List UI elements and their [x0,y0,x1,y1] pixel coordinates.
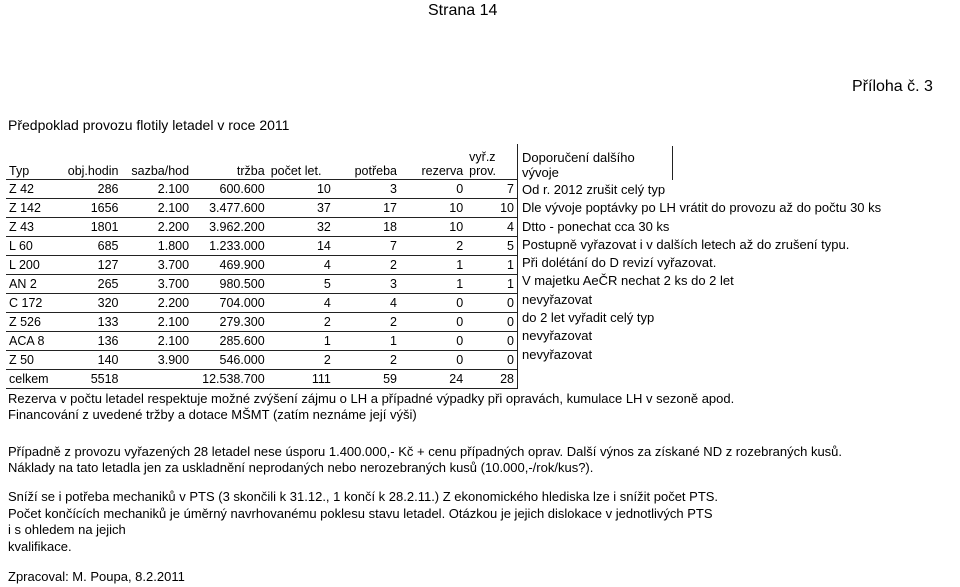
table-cell: Z 50 [6,351,59,370]
table-cell: 3.900 [122,351,193,370]
table-cell: 133 [59,313,122,332]
table-cell: 546.000 [192,351,268,370]
table-cell: 10 [400,199,466,218]
table-row [6,332,518,351]
table-cell: 1 [268,332,334,351]
recommendations-header: Doporučení dalšího vývoje [522,150,635,180]
page-title: Předpoklad provozu flotily letadel v roce 2011 [8,117,290,133]
paragraph-2-line-2: Náklady na tato letadla jen za uskladnění neprodaných nebo nerozebraných kusů (10.000,-/rok/kus?). [8,460,594,475]
table-cell: 2 [334,313,400,332]
table-cell: 3 [334,275,400,294]
header-rezerva: rezerva [400,144,466,180]
table-cell: 286 [59,180,122,199]
table-cell: 32 [268,218,334,237]
table-cell: 0 [400,294,466,313]
table-cell: 111 [268,370,334,389]
table-cell: 2 [268,313,334,332]
table-row [6,218,518,237]
paragraph-3-line-1: Sníží se i potřeba mechaniků v PTS (3 skončili k 31.12., 1 končí k 28.2.11.) Z ekonomického hlediska lze i snížit počet PTS. [8,489,719,504]
table-cell: 2 [268,351,334,370]
table-cell: 136 [59,332,122,351]
paragraph-3-line-3: i s ohledem na jejich [8,522,126,537]
header-obj-hodin: obj.hodin [59,144,122,180]
table-cell: 0 [466,313,517,332]
paragraph-3-line-2: Počet končících mechaniků je úměrný navrhovanému poklesu stavu letadel. Otázkou je jejich dislokace v jednotlivých PTS [8,506,713,521]
header-typ: Typ [6,144,59,180]
recommendation-item: nevyřazovat [522,328,593,344]
table-cell: 4 [268,294,334,313]
table-row [6,256,518,275]
table-cell: 3 [334,180,400,199]
paragraph-2-line-1: Případně z provozu vyřazených 28 letadel nese úsporu 1.400.000,- Kč + cenu případných oprav. Další výnos za získané ND z rozebraných kusů. [8,444,843,459]
table-cell: 2 [334,256,400,275]
table-cell: L 200 [6,256,59,275]
table-cell: C 172 [6,294,59,313]
attachment-label: Příloha č. 3 [852,78,933,95]
table-cell: 320 [59,294,122,313]
table-cell: 7 [466,180,517,199]
table-cell: 140 [59,351,122,370]
table-cell: 2.200 [122,218,193,237]
table-cell: 2 [400,237,466,256]
table-cell: 1 [334,332,400,351]
header-trzba: tržba [192,144,268,180]
table-row [6,294,518,313]
header-sazba: sazba/hod [122,144,193,180]
table-cell [122,370,193,389]
table-cell: 10 [400,218,466,237]
recommendation-item: do 2 let vyřadit celý typ [522,310,655,326]
recommendation-item: V majetku AeČR nechat 2 ks do 2 let [522,273,734,289]
table-cell: 0 [400,332,466,351]
table-cell: 1.800 [122,237,193,256]
table-cell: 704.000 [192,294,268,313]
paragraph-1-line-1: Rezerva v počtu letadel respektuje možné zvýšení zájmu o LH a případné výpadky při opravách, kumulace LH v sezoně apod. [8,391,735,406]
table-row [6,313,518,332]
table-cell: 5518 [59,370,122,389]
paragraph-1-line-2: Financování z uvedené tržby a dotace MŠMT (zatím neznáme její výši) [8,407,417,422]
table-cell: 3.700 [122,256,193,275]
table-row [6,180,518,199]
table-cell: 37 [268,199,334,218]
table-cell: 28 [466,370,517,389]
table-cell: 980.500 [192,275,268,294]
table-row [6,275,518,294]
table-header-row [6,144,518,180]
fleet-table [6,144,518,389]
table-cell: 685 [59,237,122,256]
table-cell: 12.538.700 [192,370,268,389]
table-cell: 1 [400,275,466,294]
table-cell: Z 42 [6,180,59,199]
table-cell: 4 [466,218,517,237]
table-cell: 7 [334,237,400,256]
table-cell: 2.100 [122,180,193,199]
table-cell: 0 [466,294,517,313]
header-potreba: potřeba [334,144,400,180]
recommendation-item: nevyřazovat [522,346,593,362]
table-cell: Z 526 [6,313,59,332]
table-cell: 5 [466,237,517,256]
table-cell: 285.600 [192,332,268,351]
table-cell: 2.200 [122,294,193,313]
table-row [6,370,518,389]
table-cell: 265 [59,275,122,294]
table-cell: 5 [268,275,334,294]
table-cell: 1801 [59,218,122,237]
table-cell: ACA 8 [6,332,59,351]
header-pocet-let: počet let. [268,144,334,180]
table-cell: 14 [268,237,334,256]
recommendation-item: Postupně vyřazovat i v dalších letech až do zrušení typu. [522,236,850,252]
recommendation-item: Dle vývoje poptávky po LH vrátit do provozu až do počtu 30 ks [522,200,882,216]
table-cell: 0 [466,351,517,370]
recommendations-list [522,181,881,382]
header-divider [672,146,673,180]
table-cell: 10 [268,180,334,199]
table-cell: celkem [6,370,59,389]
table-cell: 0 [400,313,466,332]
table-cell: 4 [334,294,400,313]
table-cell: 0 [400,180,466,199]
table-cell: AN 2 [6,275,59,294]
table-cell: L 60 [6,237,59,256]
recommendation-item: Dtto - ponechat cca 30 ks [522,218,670,234]
table-cell: 1 [466,275,517,294]
table-cell: Z 142 [6,199,59,218]
table-cell: 1.233.000 [192,237,268,256]
table-cell: 600.600 [192,180,268,199]
table-cell: 1 [466,256,517,275]
table-cell: 59 [334,370,400,389]
header-vyr-z-prov: vyř.z prov. [466,144,517,180]
table-cell: 2.100 [122,332,193,351]
table-cell: 1656 [59,199,122,218]
table-cell: 2 [334,351,400,370]
table-cell: 3.477.600 [192,199,268,218]
paragraph-3-line-4: kvalifikace. [8,539,72,554]
table-cell: 18 [334,218,400,237]
table-row [6,351,518,370]
table-cell: Z 43 [6,218,59,237]
table-cell: 3.700 [122,275,193,294]
table-cell: 0 [466,332,517,351]
recommendation-item [522,364,881,382]
table-cell: 1 [400,256,466,275]
recommendation-item: nevyřazovat [522,291,593,307]
table-cell: 4 [268,256,334,275]
table-row [6,199,518,218]
table-cell: 10 [466,199,517,218]
page-number: Strana 14 [428,2,498,19]
table-cell: 3.962.200 [192,218,268,237]
table-cell: 2.100 [122,313,193,332]
table-cell: 127 [59,256,122,275]
table-cell: 279.300 [192,313,268,332]
table-cell: 24 [400,370,466,389]
table-cell: 2.100 [122,199,193,218]
table-cell: 469.900 [192,256,268,275]
recommendation-item: Od r. 2012 zrušit celý typ [522,182,666,197]
recommendation-item: Při dolétání do D revizí vyřazovat. [522,255,717,271]
table-row [6,237,518,256]
table-cell: 17 [334,199,400,218]
table-cell: 0 [400,351,466,370]
footer-author: Zpracoval: M. Poupa, 8.2.2011 [8,569,185,584]
